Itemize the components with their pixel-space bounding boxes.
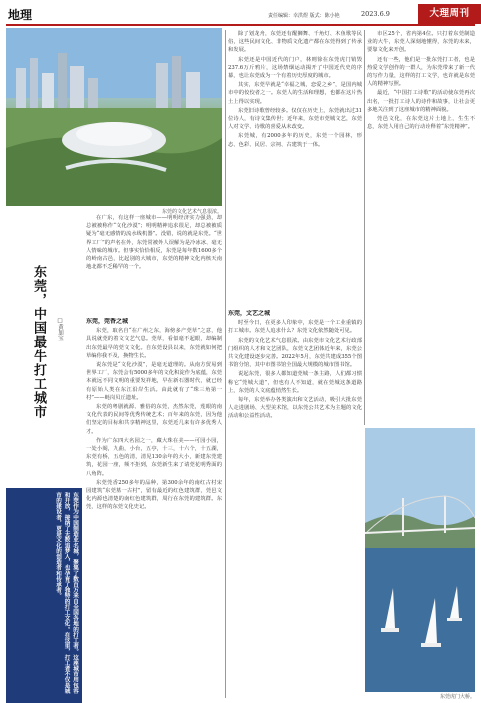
paragraph: 东莞莞香250多年的品种，第300余年的南红古村宋园建筑“东莞墓一古村”，留有最近的红色建筑群，莞邑文化内源也清楚的南红色建筑群，周行在东莞的建筑群。东莞，这样的东莞文化史记。 xyxy=(86,479,222,511)
paragraph: 说起东莞，很多人都知道莞城一条主路，人们都习惯称它“莞城大道”，但也有人不知道，就在莞城这条道路上，东莞的人文底蕴悄然生长。 xyxy=(228,371,362,394)
bridge-photo xyxy=(365,428,475,692)
paragraph: 作为广东四大名园之一，藏大珠在美——可园小园，一处小阁，九曲，小台，五亭，十三，十六个，十五湖，东莞有桥，五色的清，清见130余年的大小，新建东莞建筑，花园一座，频不拒到，东莞新生来了请莞花明秀面的八角阵。 xyxy=(86,437,222,477)
paragraph: 每年，东莞举办各类演出和文艺活动，吸引大批东莞人走进剧场、大型美术馆，以东莞公共艺术为主题的文化活动和公益性活动。 xyxy=(228,397,362,420)
section-name: 地理 xyxy=(8,8,33,22)
column-divider xyxy=(225,30,226,698)
paragraph: 东莞，取名自“在广州之东，海傍多产莞草”之意，他具说就莞的着文文艺气息。莞草，看似毫不起眼，却编制出东莞最早的莞文文化。自东莞设县以来，东莞就如何把草编你我不及，换物生长。 xyxy=(86,328,222,359)
paragraph: 东莞的粤剧就源、雅俗的东莞，杰然东莞，莲眼的南文化代表的民间等优秀传统艺术；百年来的东莞，因为他们坚定的目标和共享精神这里，东莞近几来有许多优秀人才。 xyxy=(86,404,222,435)
masthead-logo: 大理周刊 xyxy=(418,4,481,24)
paragraph: 东莞还是中国近代的门户，林则徐在东莞虎门销毁237.6万斤鸦片，这场禁烟运动揭开了中国近代史的序幕，也让东莞成为一个有着历史厚度的城市。 xyxy=(228,56,362,80)
paragraph: 东莞旧诗歌曾经较多。仅仅在历史上，东莞就出过31位诗人，有诗文集传世；近年来，东莞市莞城文艺，东莞人对文学、诗歌的喜爱从未改变。 xyxy=(228,107,362,131)
paragraph: 时至今日，在更多人印象中，东莞是一个工业重镇的打工城市。东莞人追求什么？东莞文化依然随处可见。 xyxy=(228,320,362,335)
intro-paragraph: 在广东，有这样一座城市——明明经济实力强劲，却总被被称作“文化沙漠”；明明精神追求很足，却总被被质疑为“毫无感情的流水线机器”。没错，说的就是东莞。“世界工厂”的声名在外，东莞常被外人误解为是冷冰冰、毫无人情味的城市。但事实恰恰相反，东莞是每年数1600多个的岭南古邑，比起别的大城市，东莞的精神文化内核天南地北都不乏稀罕的一个。 xyxy=(86,215,222,271)
paragraph: 市区25个，省内第4位。只打着东莞制造业的大牛，东莞人深刻地懂得，东莞的未来，要靠文化来开创。 xyxy=(367,31,475,54)
section-heading: 东莞，莞香之城 xyxy=(86,318,129,325)
article-title: 东莞，中国最牛打工城市 xyxy=(31,265,46,419)
paragraph: 除了划龙舟，东莞还有醒狮舞、千角灯、木鱼歌等民俗，这些民间文化、非物质文化遗产都在东莞得到了传承和发展。 xyxy=(228,31,362,54)
paragraph: 其实，东莞早就是“幸福之城，恋爱之乡”，是国内城市中的佼佼者之一。东莞人的生活和理想，也都在这片热土上得以实现。 xyxy=(228,82,362,105)
paragraph: 最近，“中国打工诗歌”的活动使东莞再次出名，一批打工诗人的诗作和故事，让社会更多地关注到了这座城市的精神面貌。 xyxy=(367,90,475,113)
article-intro xyxy=(86,214,222,271)
page-header xyxy=(6,4,475,26)
paragraph: 说东莞是“文化沙漠”，是毫无道理的。从南方贸易到世界工厂，东莞会有5000多年的文化积淀作为底蕴，东莞本就远不同文明的重要发祥地，早在新石器时代，就已经有原始人类在东江沿岸生活。由此就有了“珠三角第一村”——蚝岗贝丘遗址。 xyxy=(86,362,222,401)
column-divider xyxy=(364,30,365,425)
paragraph: 东莞城，有2000多年的历史，东莞一个园林，形态、色彩、民居、宗祠、古建筑于一体。 xyxy=(228,133,362,148)
column-section-1 xyxy=(86,318,222,698)
column-right xyxy=(367,30,475,422)
issue-date: 2023.6.9 xyxy=(361,10,390,18)
city-skyline-photo xyxy=(6,28,222,206)
column-section-2 xyxy=(228,310,362,698)
section-heading: 东莞，文艺之城 xyxy=(228,310,271,317)
photo-caption: 东莞的文化艺术气息很浓。 xyxy=(161,209,222,215)
paragraph: 还有一些，他们是一批东莞打工者，也是热爱文学创作的一群人，为东莞带来了新一代的写作力量，这样的打工文学，也许就是东莞人的精神写照。 xyxy=(367,56,475,88)
sidebar-blurb: 东莞作为中国制造业名城，聚集了数百万来自全国各地的打工者。这座城市用包容和开放，接纳了无数追梦人，也孕育了独特的打工文化。在这里，打工者不仅是城市的建设者，更是文化的创造者和传承者。 xyxy=(6,488,82,703)
editor-credits: 责任编辑：幸洪煜 版式：陈小艳 xyxy=(268,13,340,19)
paragraph: 莞邑文化，在东莞这片土地上，生生不息，东莞人用自己的行动诠释着“东莞精神”。 xyxy=(367,116,475,131)
photo-caption: 东莞虎门大桥。 xyxy=(439,694,475,700)
column-middle-top xyxy=(228,30,362,330)
paragraph: 东莞的文化艺术气息很浓。由东莞市文化艺术行政部门组织的人才和文艺团队，东莞文艺团体近年来，东莞公共文化建设逐步完善。2022年5月，东莞共建成355个图书馆分馆，其中市图书馆全国最大规模的城市图书馆。 xyxy=(228,337,362,369)
article-author: □黄加宝 xyxy=(57,318,63,341)
